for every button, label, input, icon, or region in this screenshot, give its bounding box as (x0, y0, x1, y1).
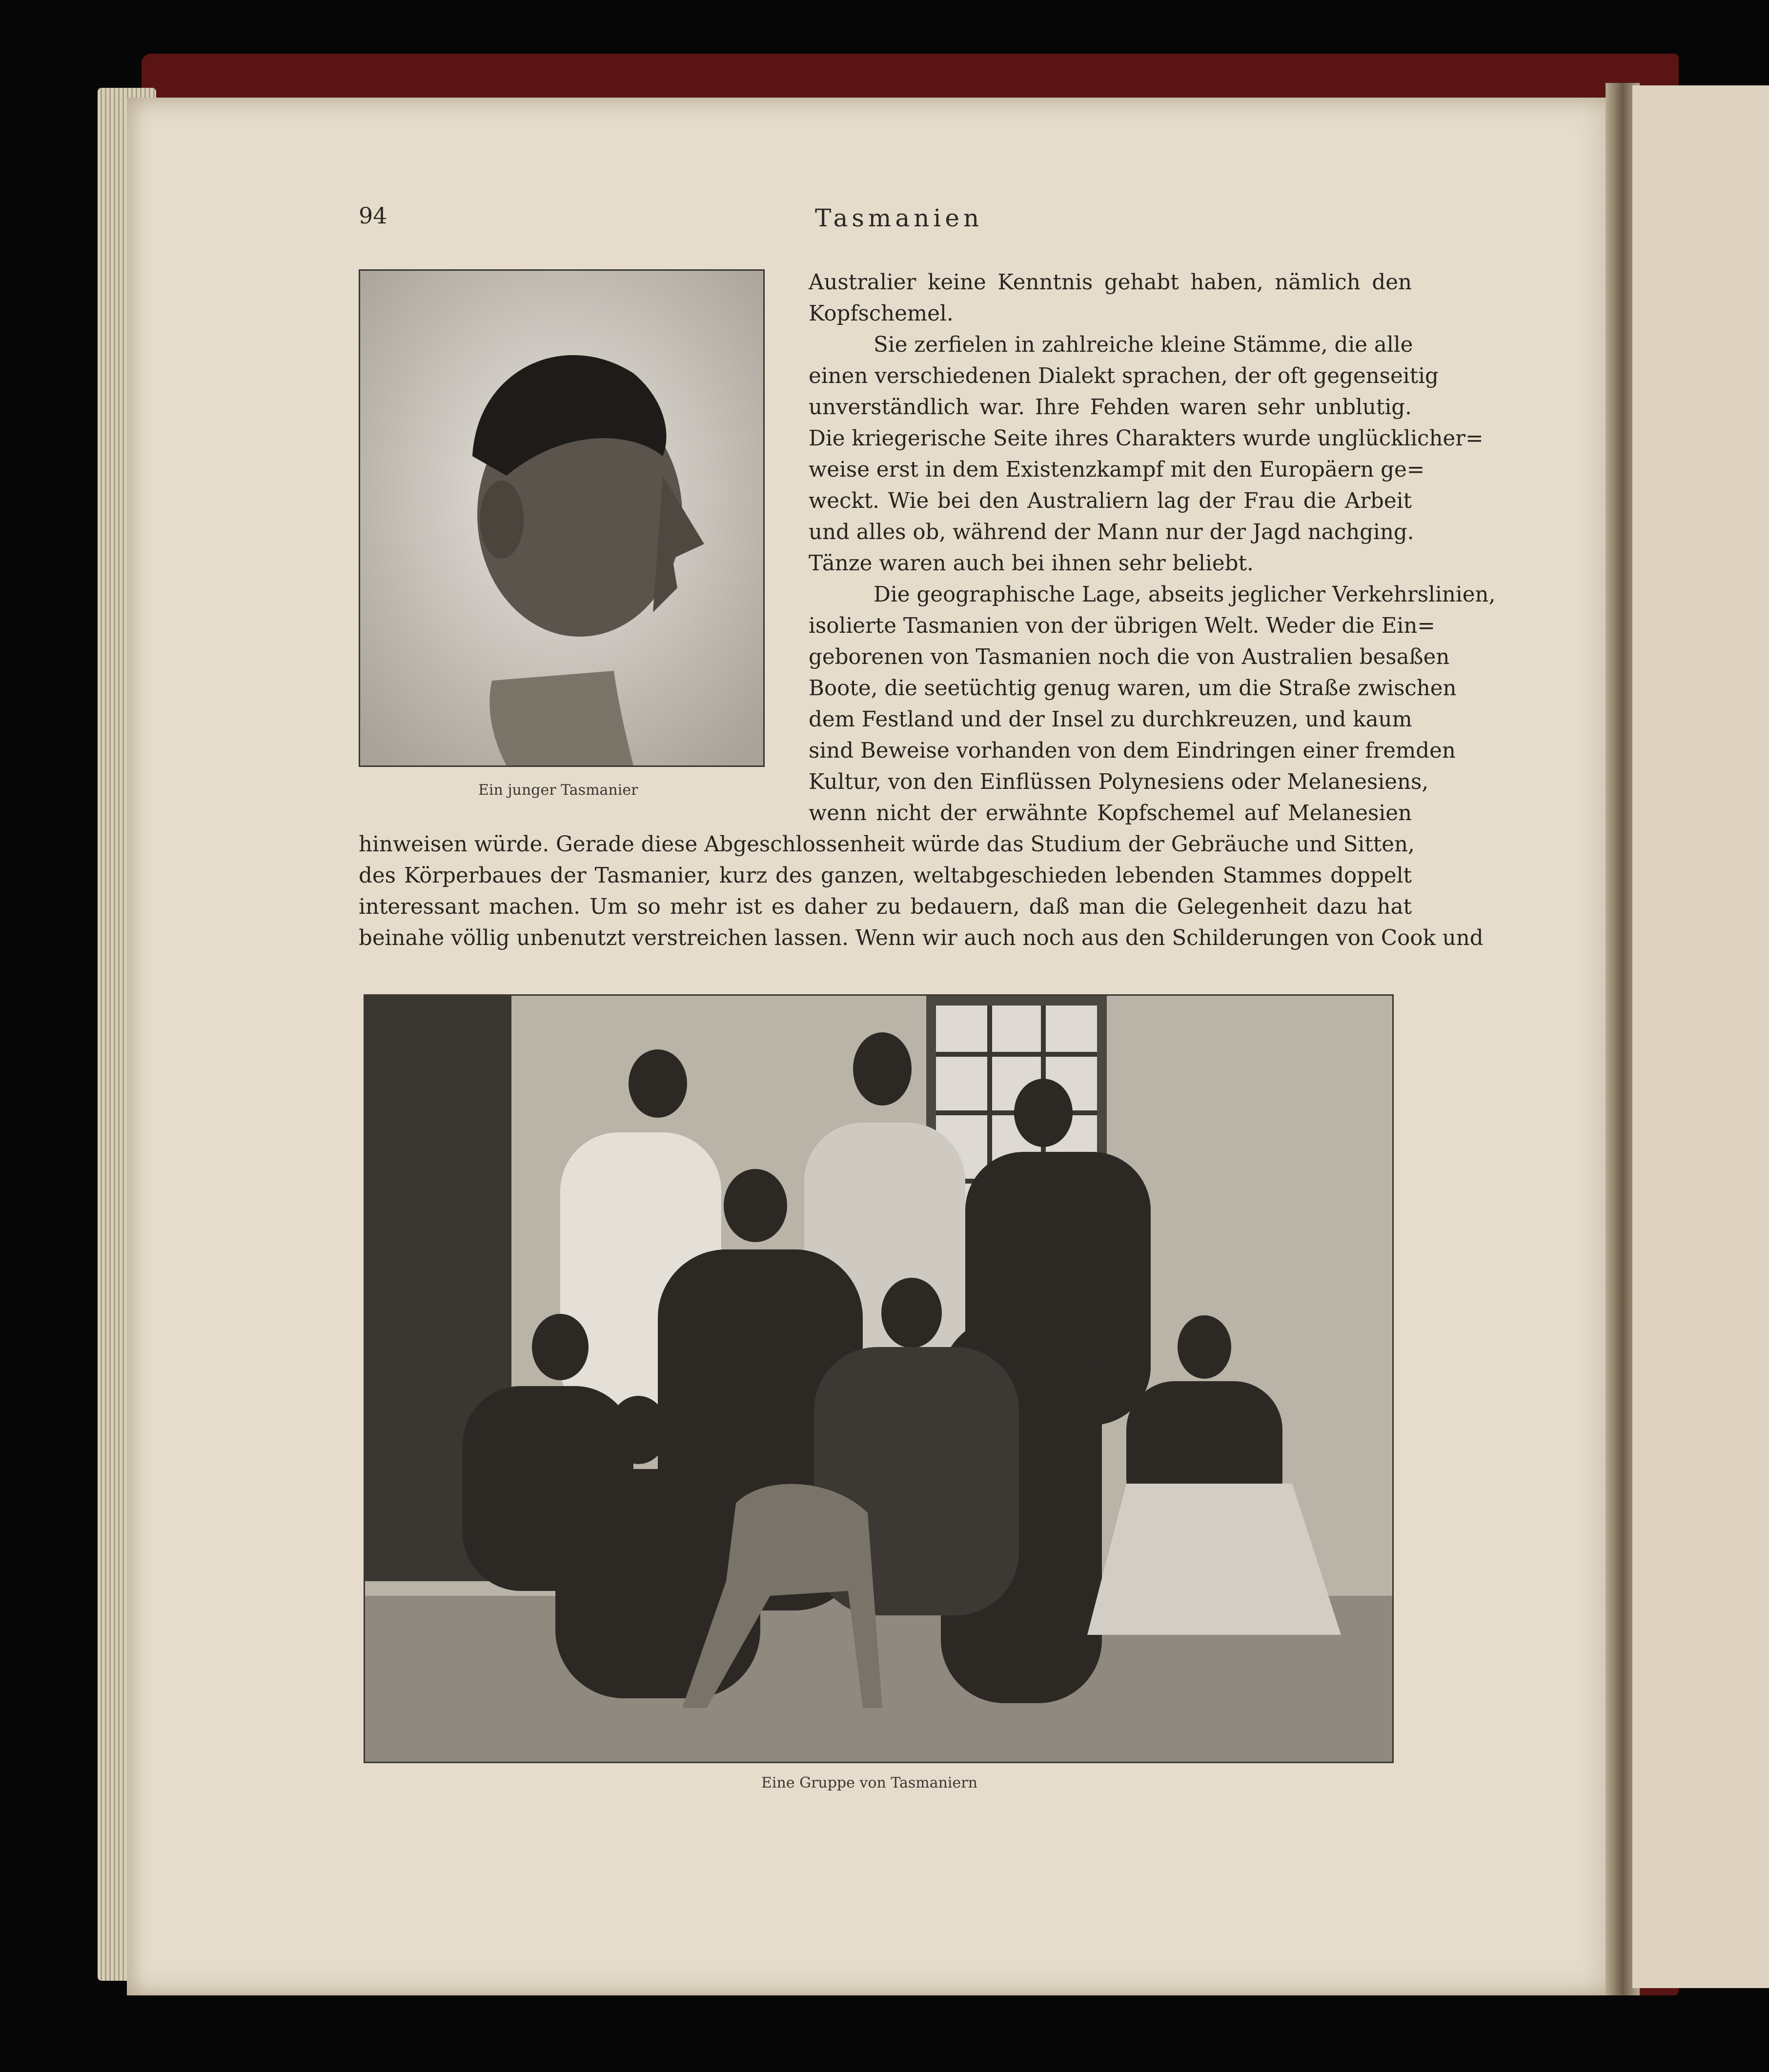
text-line: hinweisen würde. Gerade diese Abgeschlossenheit würde das Studium der Gebräuche und Sitten, (359, 832, 1415, 857)
text-line: sind Beweise vorhanden von dem Eindringen einer fremden (809, 739, 1456, 763)
text-line: interessant machen. Um so mehr ist es daher zu bedauern, daß man die Gelegenheit dazu hat (359, 895, 1412, 919)
text-line: Die geographische Lage, abseits jeglicher Verkehrslinien, (874, 583, 1496, 607)
text-line: Australier keine Kenntnis gehabt haben, nämlich den (809, 270, 1412, 295)
text-line: und alles ob, während der Mann nur der Jagd nachging. (809, 520, 1414, 544)
portrait-illustration (360, 271, 763, 765)
portrait-photo (359, 269, 765, 767)
group-illustration (365, 996, 1392, 1762)
group-caption: Eine Gruppe von Tasmaniern (761, 1774, 977, 1791)
portrait-caption: Ein junger Tasmanier (478, 782, 638, 799)
text-line: Die kriegerische Seite ihres Charakters wurde unglücklicher= (809, 426, 1484, 451)
text-line: Tänze waren auch bei ihnen sehr beliebt. (809, 551, 1254, 576)
text-line: dem Festland und der Insel zu durchkreuzen, und kaum (809, 707, 1412, 732)
text-line: des Körperbaues der Tasmanier, kurz des ganzen, weltabgeschieden lebenden Stammes doppelt (359, 864, 1412, 888)
text-line: Boote, die seetüchtig genug waren, um die Straße zwischen (809, 676, 1457, 701)
text-line: isolierte Tasmanien von der übrigen Welt. Weder die Ein= (809, 614, 1435, 638)
text-line: geborenen von Tasmanien noch die von Australien besaßen (809, 645, 1450, 669)
group-photo (364, 994, 1394, 1763)
text-line: einen verschiedenen Dialekt sprachen, der oft gegenseitig (809, 364, 1439, 388)
text-line: unverständlich war. Ihre Fehden waren sehr unblutig. (809, 395, 1412, 420)
running-head: Tasmanien (815, 204, 983, 232)
text-line: Kultur, von den Einflüssen Polynesiens oder Melanesiens, (809, 770, 1429, 794)
text-line: beinahe völlig unbenutzt verstreichen lassen. Wenn wir auch noch aus den Schilderungen von Cook und (359, 926, 1484, 950)
page-number: 94 (359, 202, 387, 229)
text-line: weise erst in dem Existenzkampf mit den Europäern ge= (809, 458, 1425, 482)
text-line: Kopfschemel. (809, 302, 954, 326)
facing-page-edge (1632, 85, 1769, 1988)
text-line: weckt. Wie bei den Australiern lag der Frau die Arbeit (809, 489, 1412, 513)
text-line: wenn nicht der erwähnte Kopfschemel auf Melanesien (809, 801, 1412, 825)
text-line: Sie zerfielen in zahlreiche kleine Stämme, die alle (874, 333, 1413, 357)
